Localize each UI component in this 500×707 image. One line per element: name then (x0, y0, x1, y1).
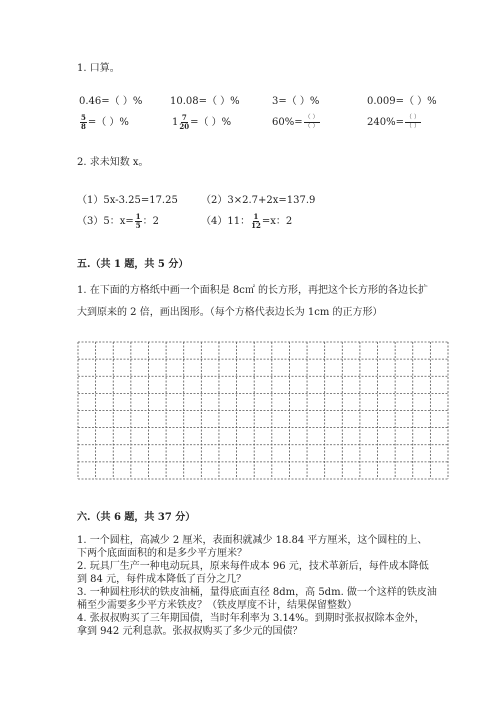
section6-heading: 六.（共 6 题，共 37 分） (77, 512, 196, 523)
oral-calc-7: 60%= $\frac{( )}{( )}$ (272, 114, 319, 130)
grid-svg (77, 341, 449, 480)
equation-4: （4）11： $\frac{1}{12}$ =x：2 (201, 212, 293, 230)
oral-calc-2: 10.08=（ ）% (170, 96, 240, 107)
oral-calc-8: 240%= $\frac{( )}{( )}$ (367, 114, 420, 130)
problem-line-4: 到 84 元，每件成本降低了百分之几？ (77, 574, 247, 585)
problem-line-2: 下两个底面面积的和是多少平方厘米？ (77, 548, 247, 559)
equation-1: （1）5x-3.25=17.25 (77, 195, 178, 206)
section5-line1: 1. 在下面的方格纸中画一个面积是 8c㎡ 的长方形，再把这个长方形的各边长扩 (77, 285, 429, 296)
problem-line-3: 2. 玩具厂生产一种电动玩具，原来每件成本 96 元，技术革新后，每件成本降低 (77, 561, 429, 572)
grid-paper (77, 341, 449, 480)
section2-title: 2. 求未知数 x。 (77, 157, 149, 168)
oral-calc-5: $\frac{5}{8}$ =（ ）% (81, 113, 129, 131)
equation-3: （3）5：x= $\frac{1}{5}$ ：2 (77, 212, 159, 230)
oral-calc-6: 1 $\frac{7}{20}$ =（ ）% (172, 113, 232, 131)
section1-title: 1. 口算。 (77, 63, 120, 74)
oral-calc-4: 0.009=（ ）% (367, 96, 437, 107)
section5-line2: 大到原来的 2 倍，画出图形。（每个方格代表边长为 1cm 的正方形） (77, 307, 383, 318)
problem-line-1: 1. 一个圆柱，高减少 2 厘米，表面积就减少 18.84 平方厘米，这个圆柱的上、 (77, 535, 428, 546)
problem-line-6: 桶至少需要多少平方米铁皮？（铁皮厚度不计，结果保留整数） (77, 600, 357, 611)
section5-heading: 五.（共 1 题，共 5 分） (77, 259, 189, 270)
oral-calc-1: 0.46=（ ）% (79, 96, 143, 107)
equation-2: （2）3×2.7+2x=137.9 (201, 195, 316, 206)
oral-calc-3: 3=（ ）% (272, 96, 320, 107)
problem-line-5: 3. 一种圆柱形状的铁皮油桶，量得底面直径 8dm，高 5dm. 做一个这样的铁皮油 (77, 587, 437, 598)
problem-line-7: 4. 张叔叔购买了三年期国债，当时年利率为 3.14%。到期时张叔叔除本金外， (77, 613, 425, 624)
problem-line-8: 拿到 942 元利息款。张叔叔购买了多少元的国债？ (77, 626, 303, 637)
